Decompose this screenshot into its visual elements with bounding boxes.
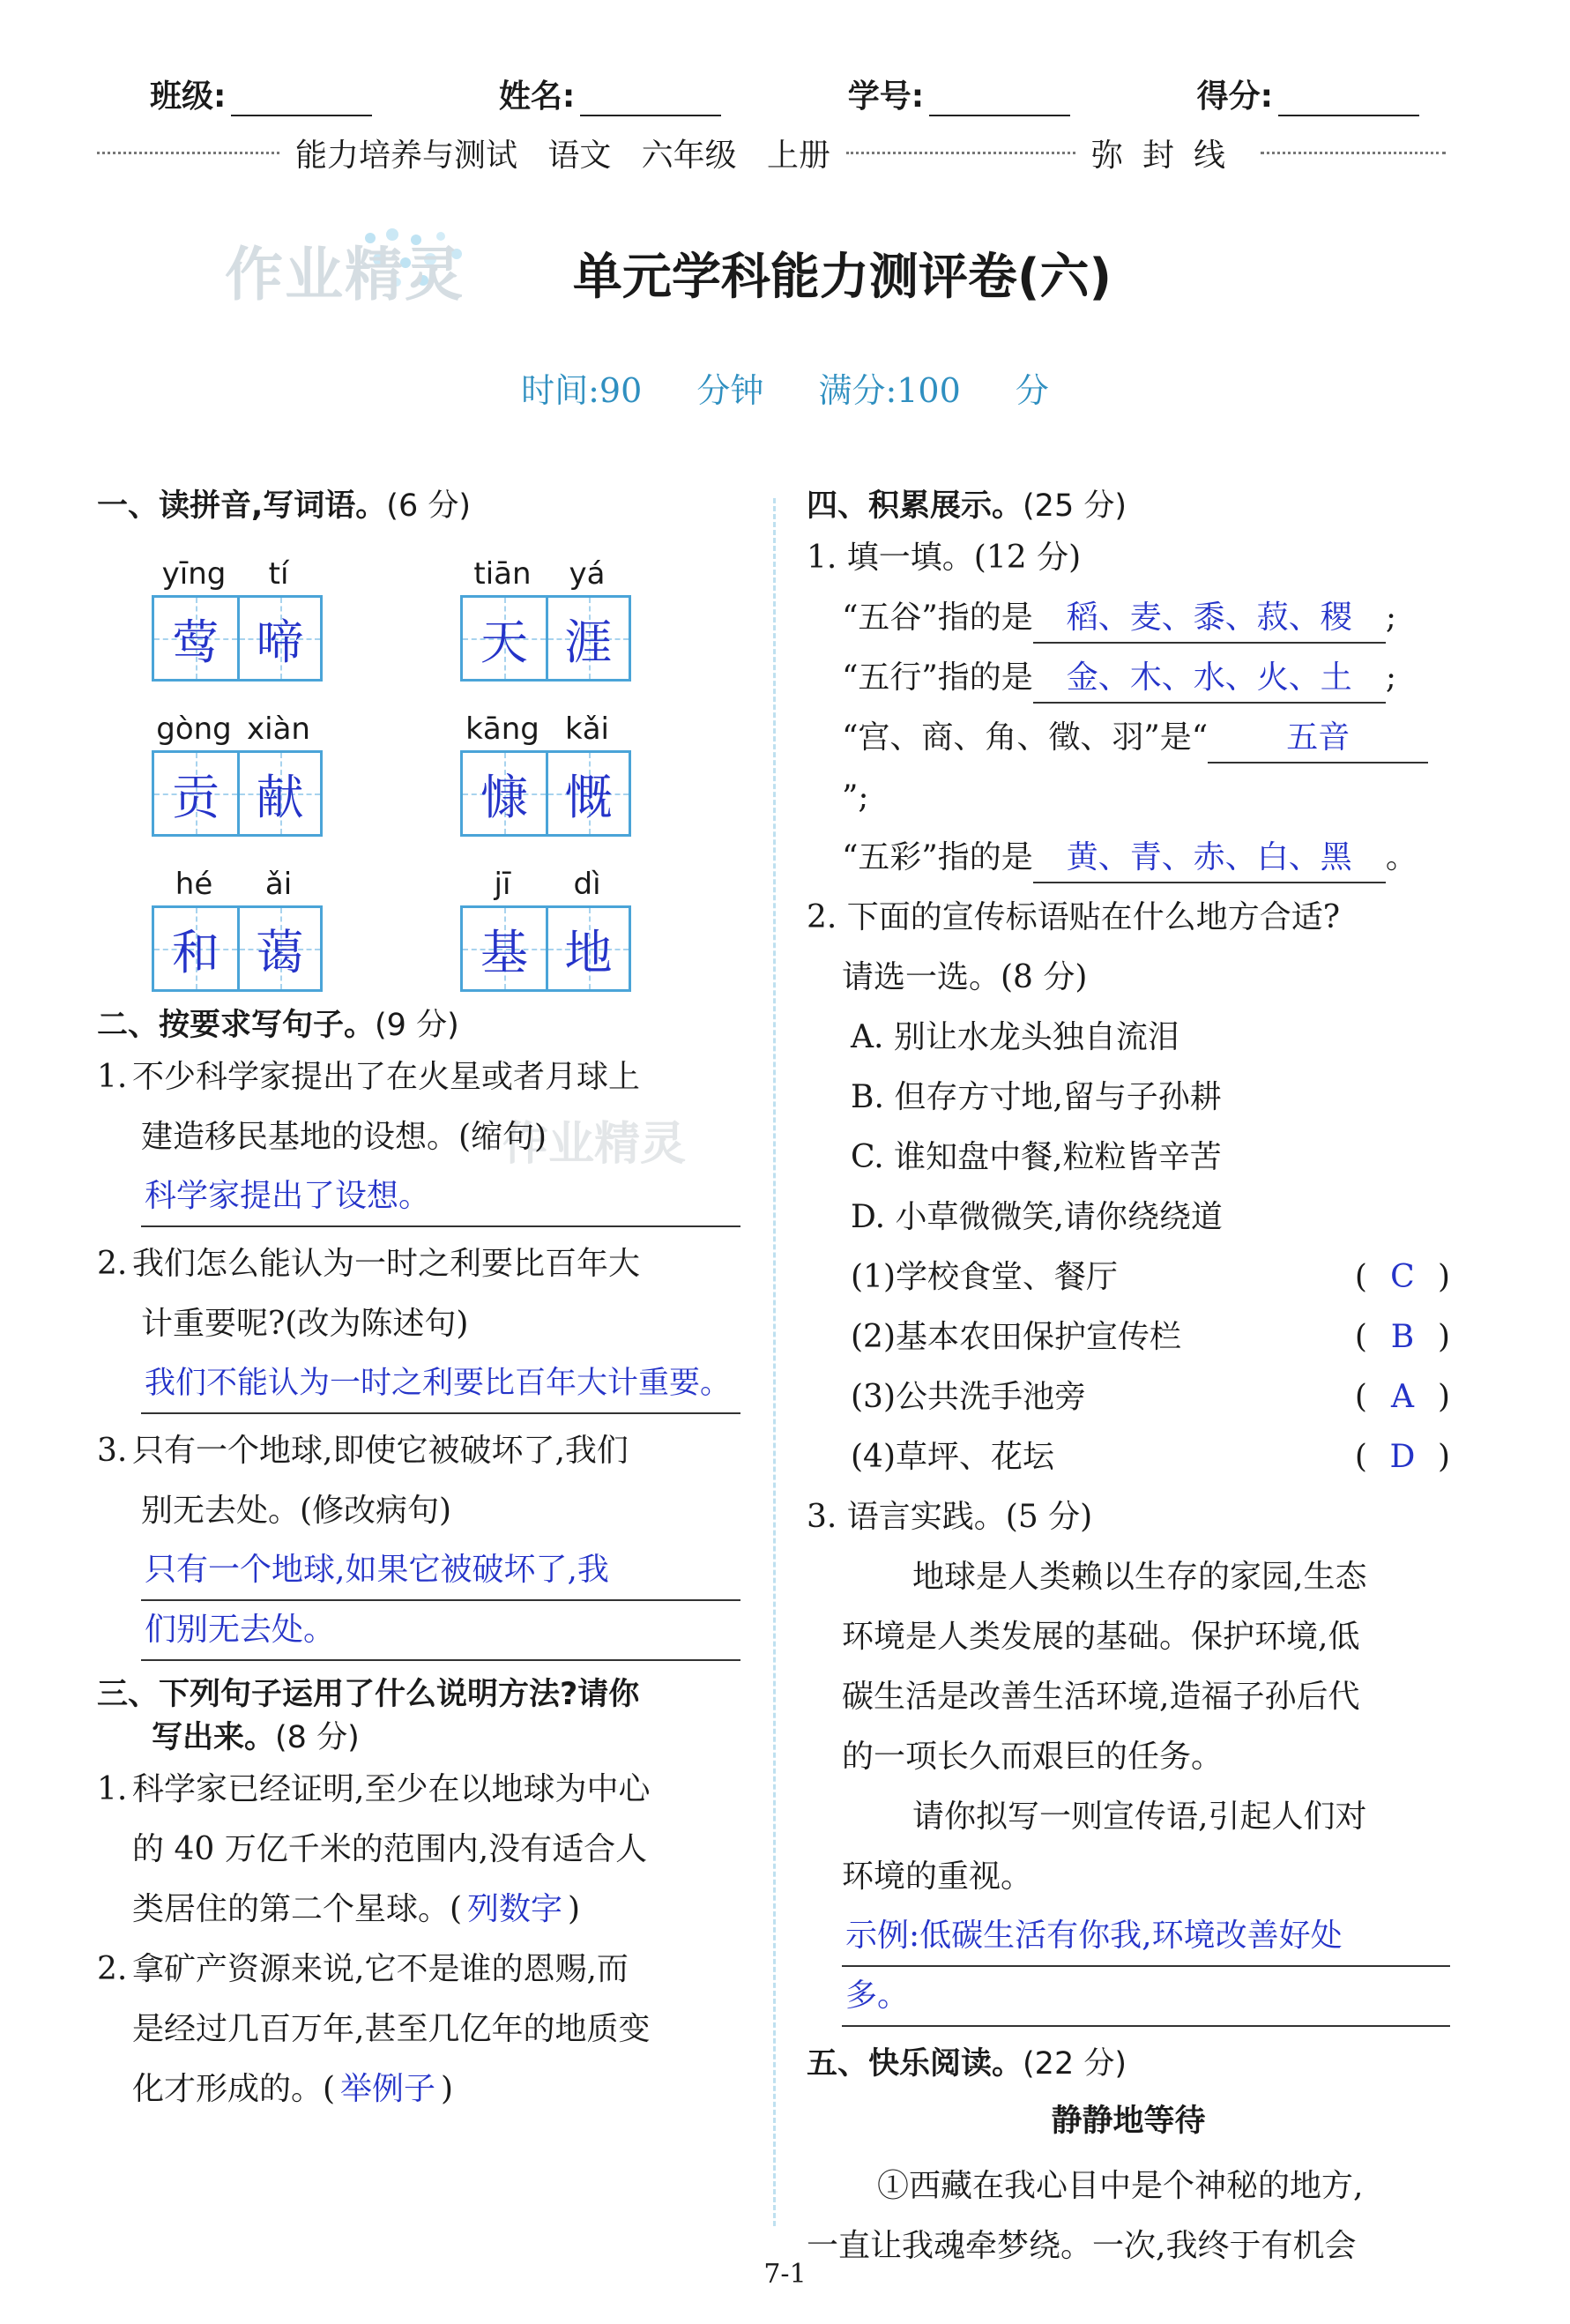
reading-title: 静静地等待 (1051, 2104, 1206, 2139)
pinyin-text: kāng (465, 711, 539, 747)
question-text: 我们怎么能认为一时之利要比百年大 (132, 1246, 641, 1282)
answer-char: 啼 (256, 614, 304, 670)
pinyin-text: jī (494, 867, 511, 902)
place-label: (3)公共洗手池旁 (851, 1379, 1086, 1415)
score-field[interactable] (1197, 69, 1419, 116)
pinyin-item (152, 708, 460, 837)
fill-suffix: ; (1385, 659, 1396, 696)
paragraph-line: 请你拟写一则宣传语,引起人们对 (912, 1799, 1367, 1835)
name-blank[interactable] (580, 81, 721, 116)
answer-line[interactable]: 们别无去处。 (141, 1601, 740, 1661)
tianzi-box[interactable] (152, 750, 323, 837)
tianzi-box[interactable] (152, 595, 323, 682)
answer-char: 蔼 (256, 924, 304, 980)
question-3-1 (97, 1760, 740, 1940)
fill-prefix: “五彩”指的是 (842, 839, 1033, 875)
answer-char: 天 (480, 614, 528, 670)
paragraph-line: 地球是人类赖以生存的家园,生态 (912, 1559, 1367, 1595)
question-2-3 (97, 1421, 740, 1661)
option-a: A. 别让水龙头独自流泪 (851, 1019, 1179, 1055)
page-number: 7-1 (763, 2259, 807, 2290)
question-2-1 (97, 1047, 740, 1227)
pinyin-text: dì (573, 867, 601, 902)
pinyin-text: gòng (156, 711, 232, 747)
answer-char: 地 (564, 924, 613, 980)
pinyin-text: ǎi (264, 867, 293, 902)
dotted-rule-mid (846, 152, 1075, 154)
seal-line (97, 130, 1446, 175)
match-answer[interactable]: A (1390, 1379, 1414, 1415)
option-b: B. 但存方寸地,留与子孙耕 (851, 1079, 1222, 1115)
answer-blank[interactable]: 举例子 (340, 2071, 436, 2107)
fill-row (807, 708, 1450, 828)
left-column (97, 485, 740, 2119)
match-row: (1)学校食堂、餐厅 ( C ) (807, 1248, 1450, 1307)
pinyin-grid (152, 553, 740, 992)
section-5-points: (22 分) (1023, 2046, 1127, 2082)
dotted-rule-right (1261, 152, 1446, 154)
option-c: C. 谁知盘中餐,粒粒皆辛苦 (851, 1139, 1222, 1175)
student-id-blank[interactable] (929, 81, 1070, 116)
question-title-cont: 请选一选。(8 分) (842, 959, 1088, 995)
tianzi-box[interactable] (152, 905, 323, 992)
section-1-heading (97, 485, 740, 528)
fill-blank[interactable]: 五音 (1208, 714, 1428, 763)
name-label: 姓名: (498, 78, 576, 115)
pinyin-text: tí (268, 556, 289, 592)
name-field[interactable] (499, 69, 721, 116)
match-row: (2)基本农田保护宣传栏 ( B ) (807, 1307, 1450, 1367)
question-title: 3. 语言实践。(5 分) (807, 1499, 1093, 1535)
question-text: 不少科学家提出了在火星或者月球上 (132, 1059, 641, 1095)
question-text: 是经过几百万年,甚至几亿年的地质变 (132, 2011, 651, 2047)
question-text: ) (441, 2071, 454, 2107)
fill-blank[interactable]: 黄、青、赤、白、黑 (1033, 834, 1386, 883)
student-id-field[interactable] (848, 69, 1070, 116)
pinyin-text: yīng (161, 556, 227, 592)
watermark: 作业精灵 (225, 241, 465, 309)
question-title: 2. 下面的宣传标语贴在什么地方合适? (807, 899, 1341, 935)
page-title: 单元学科能力测评卷(六) (572, 249, 1112, 306)
tianzi-box[interactable] (460, 595, 631, 682)
question-text: 化才形成的。( (132, 2071, 336, 2107)
pinyin-text: tiān (473, 556, 532, 592)
question-number: 2. (97, 1951, 128, 1987)
answer-char: 和 (172, 924, 220, 980)
section-5-title: 五、快乐阅读。 (807, 2046, 1023, 2082)
question-text: 拿矿产资源来说,它不是谁的恩赐,而 (132, 1951, 629, 1987)
question-2-2 (97, 1234, 740, 1414)
question-number: 1. (97, 1059, 128, 1095)
question-text: 科学家已经证明,至少在以地球为中心 (132, 1771, 651, 1807)
question-4-3 (807, 1487, 1450, 2027)
answer-line[interactable]: 我们不能认为一时之利要比百年大计重要。 (141, 1354, 740, 1414)
pinyin-text: yá (569, 556, 606, 592)
pinyin-item (152, 553, 460, 682)
seal-word: 弥封线 (1090, 137, 1245, 174)
fill-blank[interactable]: 金、木、水、火、土 (1033, 654, 1386, 704)
question-4-1 (807, 528, 1450, 888)
watermark-secondary: 作业精灵 (502, 1118, 687, 1171)
exam-time-score: 时间:90 分钟 满分:100 分 (521, 371, 1049, 410)
column-divider (773, 498, 776, 2226)
score-blank[interactable] (1278, 81, 1419, 116)
paragraph-line: 环境是人类发展的基础。保护环境,低 (842, 1619, 1360, 1655)
answer-char: 献 (256, 769, 304, 825)
pinyin-text: hé (175, 867, 213, 902)
section-3-heading (97, 1673, 740, 1760)
paragraph-line: 碳生活是改善生活环境,造福子孙后代 (842, 1679, 1360, 1715)
fill-suffix: ; (1385, 600, 1396, 636)
fill-prefix: “五行”指的是 (842, 659, 1033, 696)
match-answer[interactable]: C (1390, 1259, 1415, 1295)
reading-line: ①西藏在我心目中是个神秘的地方, (877, 2168, 1364, 2204)
tianzi-box[interactable] (460, 750, 631, 837)
fill-row (807, 648, 1450, 708)
fill-prefix: “五谷”指的是 (842, 600, 1033, 636)
section-5-heading (807, 2043, 1450, 2086)
section-4-heading (807, 485, 1450, 528)
match-answer[interactable]: D (1389, 1439, 1416, 1475)
student-id-label: 学号: (847, 78, 925, 115)
header-fields (150, 69, 1419, 116)
section-4-points: (25 分) (1023, 488, 1127, 524)
section-2-heading (97, 1004, 740, 1047)
question-text: 别无去处。(修改病句) (141, 1493, 452, 1529)
pinyin-item (460, 863, 769, 992)
pinyin-text: kǎi (565, 711, 609, 747)
question-text: ) (568, 1891, 581, 1927)
question-text: 只有一个地球,即使它被破坏了,我们 (132, 1433, 629, 1469)
section-2-title: 二、按要求写句子。 (97, 1008, 376, 1043)
fill-row (807, 828, 1450, 888)
fill-prefix: “宫、商、角、徵、羽”是“ (842, 719, 1209, 756)
answer-char: 基 (480, 924, 528, 980)
section-3-title-cont: 写出来。 (152, 1720, 276, 1755)
section-3-title: 三、下列句子运用了什么说明方法?请你 (97, 1677, 640, 1712)
answer-char: 涯 (564, 614, 613, 670)
class-field[interactable] (150, 69, 372, 116)
question-text: 计重要呢?(改为陈述句) (141, 1306, 469, 1342)
match-answer[interactable]: B (1390, 1319, 1415, 1355)
section-4-title: 四、积累展示。 (807, 488, 1023, 524)
question-number: 2. (97, 1246, 128, 1282)
paragraph-line: 的一项长久而艰巨的任务。 (842, 1739, 1224, 1775)
class-blank[interactable] (231, 81, 372, 116)
book-name: 能力培养与测试 语文 六年级 上册 (294, 137, 830, 174)
fill-row (807, 588, 1450, 648)
right-column (807, 485, 1450, 2276)
question-4-2 (807, 888, 1450, 1487)
answer-line[interactable]: 只有一个地球,如果它被破坏了,我 (141, 1541, 740, 1601)
question-text: 的 40 万亿千米的范围内,没有适合人 (132, 1831, 648, 1867)
answer-char: 慨 (564, 769, 613, 825)
fill-suffix: ”; (842, 779, 869, 816)
dotted-rule-left (97, 152, 279, 154)
question-number: 3. (97, 1433, 128, 1469)
paragraph-line: 环境的重视。 (842, 1858, 1033, 1895)
fill-suffix: 。 (1385, 839, 1417, 875)
section-1-title: 一、读拼音,写词语。 (97, 488, 387, 524)
pinyin-item (460, 708, 769, 837)
answer-line[interactable]: 示例:低碳生活有你我,环境改善好处 (842, 1907, 1450, 1967)
pinyin-item (152, 863, 460, 992)
score-label: 得分: (1196, 78, 1273, 115)
match-row: (3)公共洗手池旁 ( A ) (807, 1367, 1450, 1427)
pinyin-item (460, 553, 769, 682)
answer-char: 莺 (172, 614, 220, 670)
answer-char: 慷 (480, 769, 528, 825)
place-label: (2)基本农田保护宣传栏 (851, 1319, 1181, 1355)
answer-char: 贡 (172, 769, 220, 825)
place-label: (4)草坪、花坛 (851, 1439, 1054, 1475)
section-2-points: (9 分) (375, 1008, 459, 1043)
pinyin-text: xiàn (247, 711, 310, 747)
fill-blank[interactable]: 稻、麦、黍、菽、稷 (1033, 594, 1386, 644)
answer-blank[interactable]: 列数字 (467, 1891, 563, 1927)
question-number: 1. (97, 1771, 128, 1807)
reading-line: 一直让我魂牵梦绕。一次,我终于有机会 (807, 2228, 1357, 2264)
section-1-points: (6 分) (386, 488, 472, 524)
option-d: D. 小草微微笑,请你绕绕道 (851, 1199, 1223, 1235)
match-row: (4)草坪、花坛 ( D ) (807, 1427, 1450, 1487)
answer-line[interactable]: 科学家提出了设想。 (141, 1167, 740, 1227)
class-label: 班级: (150, 78, 227, 115)
question-3-2 (97, 1940, 740, 2119)
section-3-points: (8 分) (275, 1720, 360, 1755)
question-title: 1. 填一填。(12 分) (807, 540, 1082, 576)
place-label: (1)学校食堂、餐厅 (851, 1259, 1118, 1295)
question-text: 类居住的第二个星球。( (132, 1891, 463, 1927)
answer-line[interactable]: 多。 (842, 1967, 1450, 2027)
question-text: 建造移民基地的设想。(缩句) (141, 1119, 547, 1155)
tianzi-box[interactable] (460, 905, 631, 992)
